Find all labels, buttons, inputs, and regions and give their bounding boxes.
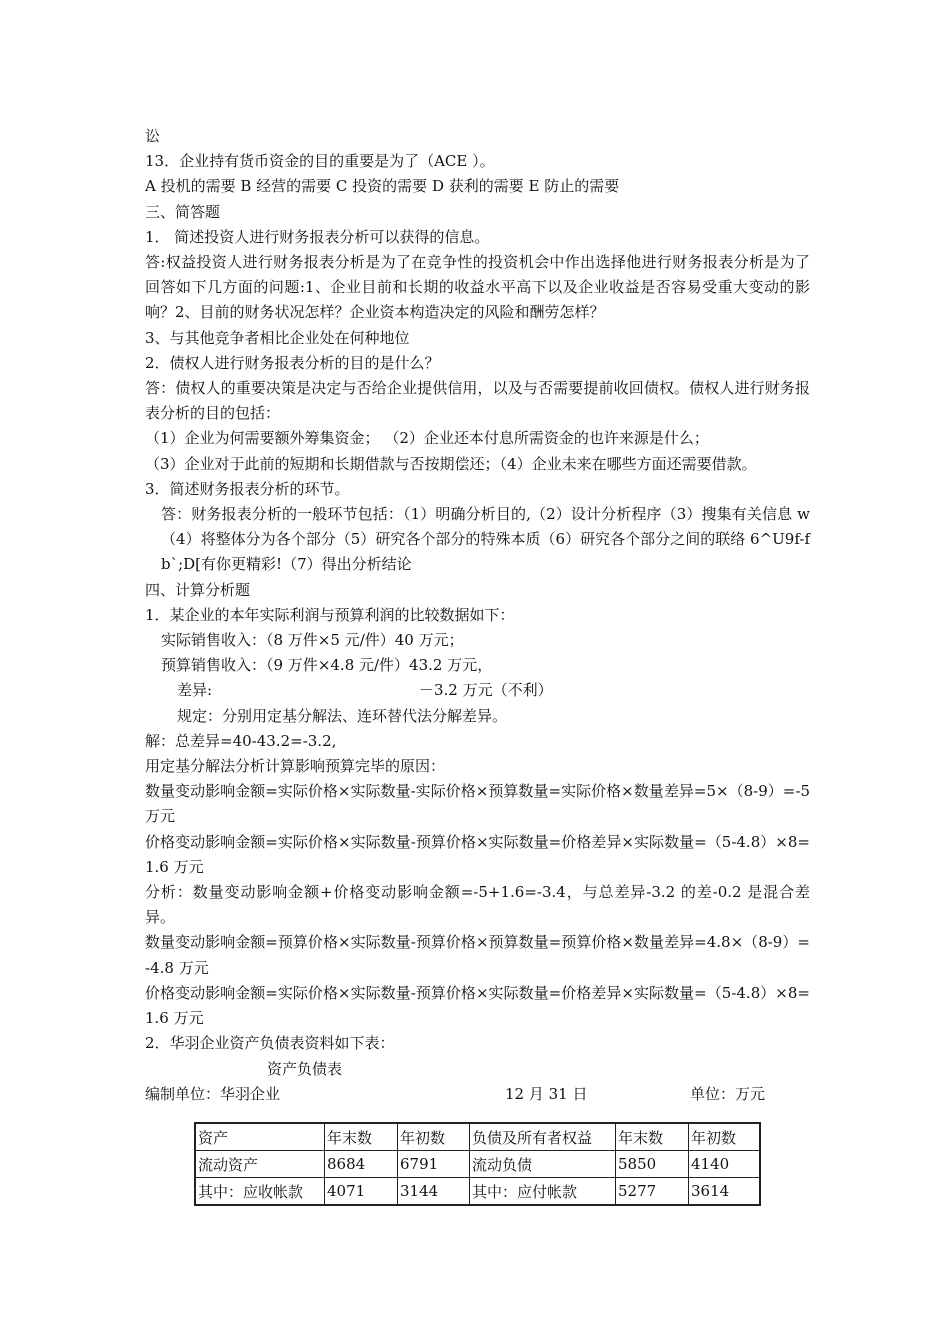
report-date: 12 月 31 日: [505, 1084, 588, 1103]
short-answer-2-answer: 答：债权人的重要决策是决定与否给企业提供信用，以及与否需要提前收回债权。债权人进行财务报表分析的目的包括：: [145, 379, 810, 423]
table-cell: 5277: [616, 1178, 689, 1206]
text-line: 讼: [145, 127, 161, 145]
balance-sheet-title: 资产负债表: [267, 1059, 343, 1078]
balance-sheet-header: [145, 1082, 810, 1107]
quantity-effect-formula-1: 数量变动影响金额=实际价格×实际数量-实际价格×预算数量=实际价格×数量差异=5×（8-9）=-5 万元: [145, 782, 810, 826]
calc-question-2: 2．华羽企业资产负债表资料如下表：: [145, 1034, 395, 1053]
table-cell: 6791: [398, 1151, 470, 1178]
table-cell: 流动负债: [470, 1151, 616, 1178]
question-13: 13．企业持有货币资金的目的重要是为了（ACE ）。: [145, 152, 495, 171]
table-cell: 4140: [689, 1151, 761, 1178]
table-header-cell: 年初数: [398, 1123, 470, 1151]
table-cell: 3614: [689, 1178, 761, 1206]
table-header-cell: 负债及所有者权益: [470, 1123, 616, 1151]
short-answer-1-answer: 答:权益投资人进行财务报表分析是为了在竞争性的投资机会中作出选择他进行财务报表分析是为了回答如下几方面的问题:1、企业目前和长期的收益水平高下以及企业收益是否容易受重大变动的影响？2、目前的财务状况怎样？企业资本构造决定的风险和酬劳怎样？: [145, 253, 810, 322]
short-answer-question-1: 1． 简述投资人进行财务报表分析可以获得的信息。: [145, 227, 490, 246]
report-unit: 单位：万元: [690, 1084, 766, 1103]
short-answer-question-3: 3．简述财务报表分析的环节。: [145, 479, 350, 498]
table-cell: 5850: [616, 1151, 689, 1178]
calc-requirement: 规定：分别用定基分解法、连环替代法分解差异。: [177, 706, 508, 725]
document-body: [145, 124, 810, 1107]
short-answer-question-2: 2．债权人进行财务报表分析的目的是什么？: [145, 353, 440, 372]
calc-question-1: 1．某企业的本年实际利润与预算利润的比较数据如下：: [145, 605, 515, 624]
question-13-options: A 投机的需要 B 经营的需要 C 投资的需要 D 获利的需要 E 防止的需要: [145, 177, 620, 196]
price-effect-formula-1: 价格变动影响金额=实际价格×实际数量-预算价格×实际数量=价格差异×实际数量=（5-4.8）×8=1.6 万元: [145, 832, 810, 876]
fixed-base-method-intro: 用定基分解法分析计算影响预算完毕的原因：: [145, 757, 446, 776]
table-cell: 8684: [325, 1151, 398, 1178]
reporting-entity: 编制单位：华羽企业: [145, 1084, 281, 1103]
table-cell: 其中：应收帐款: [195, 1178, 325, 1206]
short-answer-1-answer-point-3: 3、与其他竞争者相比企业处在何种地位: [145, 328, 410, 347]
budget-sales-revenue: 预算销售收入：（9 万件×4.8 元/件）43.2 万元，: [161, 656, 493, 675]
price-effect-formula-2: 价格变动影响金额=实际价格×实际数量-预算价格×实际数量=价格差异×实际数量=（5-4.8）×8=1.6 万元: [145, 983, 810, 1028]
balance-sheet-table: [194, 1122, 761, 1206]
table-cell: 其中：应付帐款: [470, 1178, 616, 1206]
table-header-cell: 年初数: [689, 1123, 761, 1151]
section-heading-calculation: 四、计算分析题: [145, 580, 251, 599]
table-header-cell: 年末数: [325, 1123, 398, 1151]
solution-total-difference: 解：总差异=40-43.2=-3.2,: [145, 731, 337, 750]
table-cell: 4071: [325, 1178, 398, 1206]
difference-value: －3.2 万元（不利）: [419, 681, 553, 700]
short-answer-2-points-1-2: （1）企业为何需要额外筹集资金； （2）企业还本付息所需资金的也许来源是什么；: [145, 429, 709, 448]
difference-label: 差异:: [177, 681, 213, 700]
table-row: [195, 1151, 760, 1178]
table-row: [195, 1178, 760, 1206]
analysis-mixed-difference: 分析：数量变动影响金额+价格变动影响金额=-5+1.6=-3.4，与总差异-3.2 的差-0.2 是混合差异。: [145, 883, 810, 927]
actual-sales-revenue: 实际销售收入：（8 万件×5 元/件）40 万元；: [161, 631, 464, 650]
short-answer-2-points-3-4: （3）企业对于此前的短期和长期借款与否按期偿还；（4）企业未来在哪些方面还需要借款。: [145, 454, 757, 473]
table-header-cell: 年末数: [616, 1123, 689, 1151]
table-header-row: [195, 1123, 760, 1151]
table-header-cell: 资产: [195, 1123, 325, 1151]
short-answer-3-answer: 答：财务报表分析的一般环节包括：（1）明确分析目的,（2）设计分析程序（3）搜集有关信息 w（4）将整体分为各个部分（5）研究各个部分的特殊本质（6）研究各个部分之间的联络 6^U9f-f b`;D[有你更精彩!（7）得出分析结论: [161, 505, 810, 574]
difference-row: [145, 678, 810, 703]
table-cell: 流动资产: [195, 1151, 325, 1178]
quantity-effect-formula-2: 数量变动影响金额=预算价格×实际数量-预算价格×预算数量=预算价格×数量差异=4.8×（8-9）=-4.8 万元: [145, 933, 810, 977]
section-heading-short-answer: 三、简答题: [145, 202, 221, 221]
table-cell: 3144: [398, 1178, 470, 1206]
